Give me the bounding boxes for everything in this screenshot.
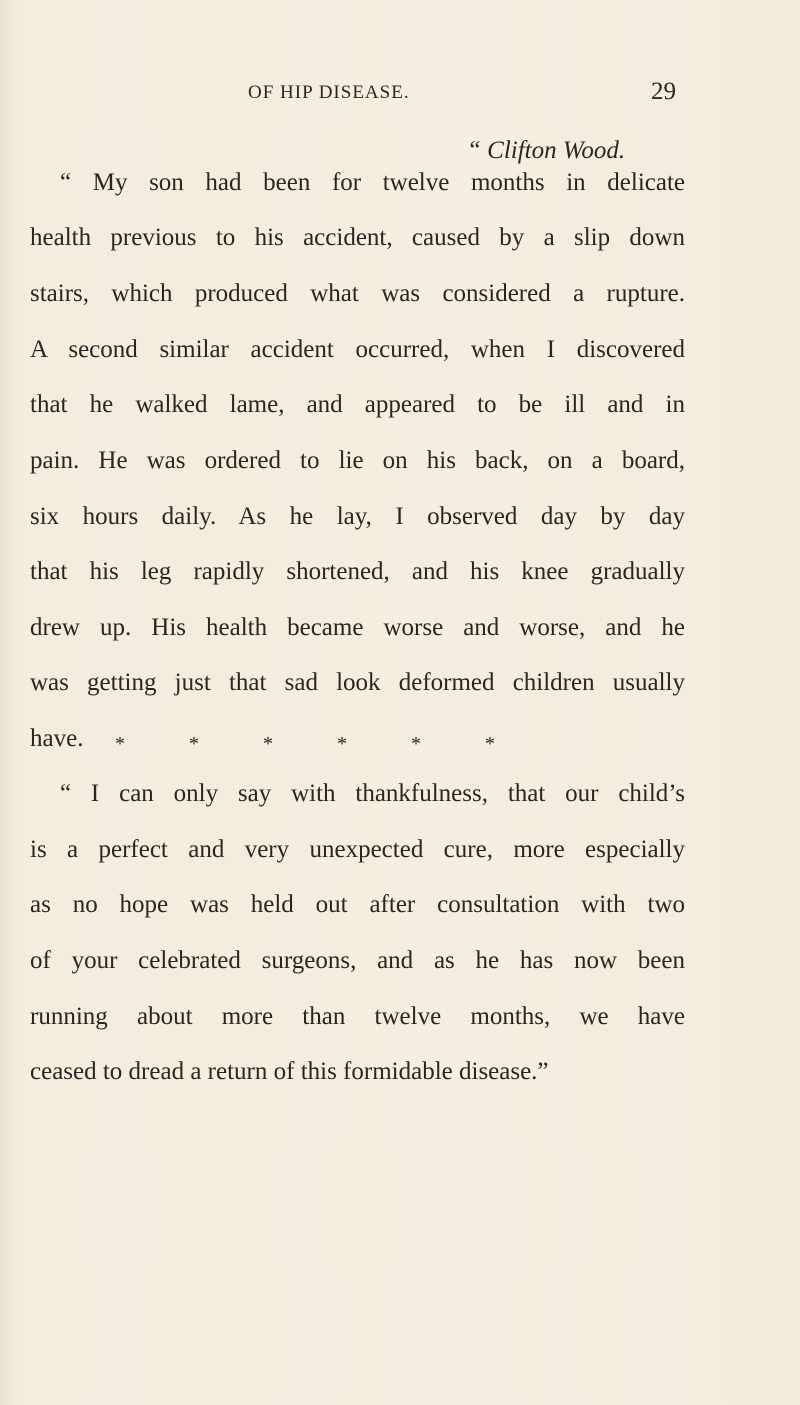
- text-line: ceased to dread a return of this formidable disease.”: [30, 1058, 549, 1085]
- text-line: stairs, which produced what was considered a rupture.: [30, 280, 685, 307]
- text-line: running about more than twelve months, we have: [30, 1003, 685, 1030]
- star-mark: *: [263, 733, 273, 755]
- text-line: six hours daily. As he lay, I observed day by day: [30, 503, 685, 530]
- text-line: health previous to his accident, caused by a slip down: [30, 224, 685, 251]
- star-mark: *: [337, 733, 347, 755]
- star-mark: *: [411, 733, 421, 755]
- text-line: as no hope was held out after consultation with two: [30, 891, 685, 918]
- text-line: that his leg rapidly shortened, and his knee gradually: [30, 558, 685, 585]
- text-line: A second similar accident occurred, when I discovered: [30, 336, 685, 363]
- star-mark: *: [189, 733, 199, 755]
- letter-place-heading: “ Clifton Wood.: [467, 137, 626, 164]
- running-title: OF HIP DISEASE.: [248, 82, 410, 103]
- page-number: 29: [651, 78, 676, 105]
- text-line: “ I can only say with thankfulness, that our child’s: [60, 780, 685, 807]
- star-mark: *: [115, 733, 125, 755]
- text-line: “ My son had been for twelve months in delicate: [60, 169, 685, 196]
- text-line: of your celebrated surgeons, and as he has now been: [30, 947, 685, 974]
- star-mark: *: [485, 733, 495, 755]
- text-line: drew up. His health became worse and worse, and he: [30, 614, 685, 641]
- text-line: was getting just that sad look deformed children usually: [30, 669, 685, 696]
- text-line: pain. He was ordered to lie on his back, on a board,: [30, 447, 685, 474]
- omission-stars: [115, 733, 495, 756]
- text-line: that he walked lame, and appeared to be ill and in: [30, 391, 685, 418]
- text-line: have.: [30, 725, 84, 752]
- text-line: is a perfect and very unexpected cure, more especially: [30, 836, 685, 863]
